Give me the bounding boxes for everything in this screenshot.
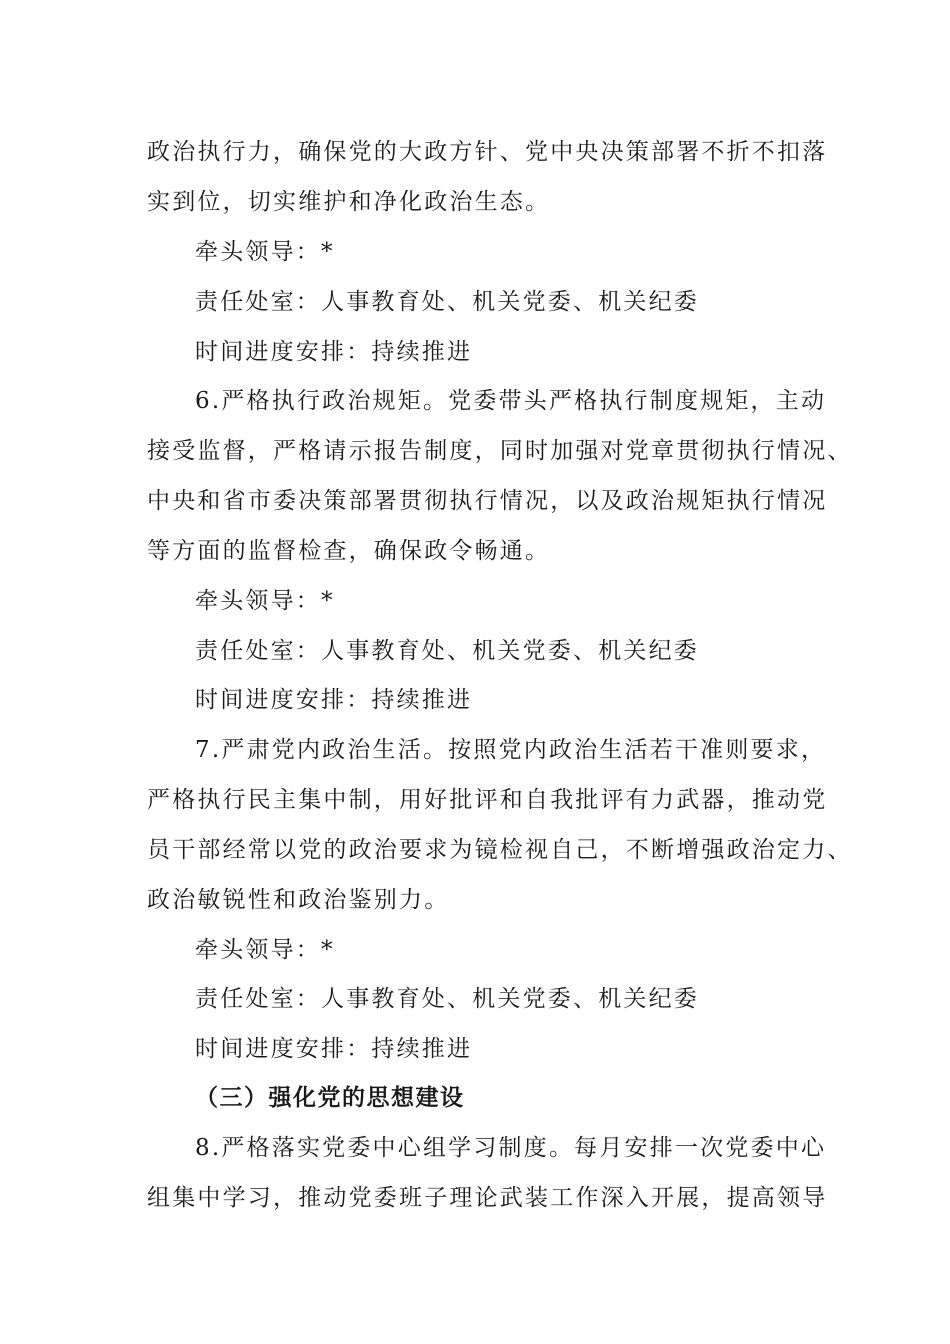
item-6-line: 中央和省市委决策部署贯彻执行情况，以及政治规矩执行情况 [147, 488, 828, 514]
responsible-office-line: 责任处室：人事教育处、机关党委、机关纪委 [195, 289, 699, 315]
item-7-line: 员干部经常以党的政治要求为镜检视自己，不断增强政治定力、 [147, 837, 853, 863]
item-7-line: 7.严肃党内政治生活。按照党内政治生活若干准则要求， [195, 737, 827, 763]
responsible-office-line: 责任处室：人事教育处、机关党委、机关纪委 [195, 638, 699, 664]
item-6-line: 接受监督，严格请示报告制度，同时加强对党章贯彻执行情况、 [147, 438, 853, 464]
schedule-line: 时间进度安排：持续推进 [195, 339, 473, 365]
paragraph-line: 实到位，切实维护和净化政治生态。 [147, 189, 551, 215]
item-8-line: 8.严格落实党委中心组学习制度。每月安排一次党委中心 [195, 1135, 827, 1161]
lead-leader-line: 牵头领导：* [195, 937, 335, 963]
responsible-office-line: 责任处室：人事教育处、机关党委、机关纪委 [195, 986, 699, 1012]
item-8-line: 组集中学习，推动党委班子理论武装工作深入开展，提高领导 [147, 1185, 828, 1211]
section-heading: （三）强化党的思想建设 [195, 1085, 465, 1111]
item-7-line: 严格执行民主集中制，用好批评和自我批评有力武器，推动党 [147, 787, 828, 813]
item-7-line: 政治敏锐性和政治鉴别力。 [147, 887, 450, 913]
lead-leader-line: 牵头领导：* [195, 239, 335, 265]
item-6-line: 6.严格执行政治规矩。党委带头严格执行制度规矩，主动 [195, 388, 827, 414]
item-6-line: 等方面的监督检查，确保政令畅通。 [147, 538, 551, 564]
paragraph-line: 政治执行力，确保党的大政方针、党中央决策部署不折不扣落 [147, 139, 828, 165]
schedule-line: 时间进度安排：持续推进 [195, 1036, 473, 1062]
lead-leader-line: 牵头领导：* [195, 588, 335, 614]
schedule-line: 时间进度安排：持续推进 [195, 687, 473, 713]
